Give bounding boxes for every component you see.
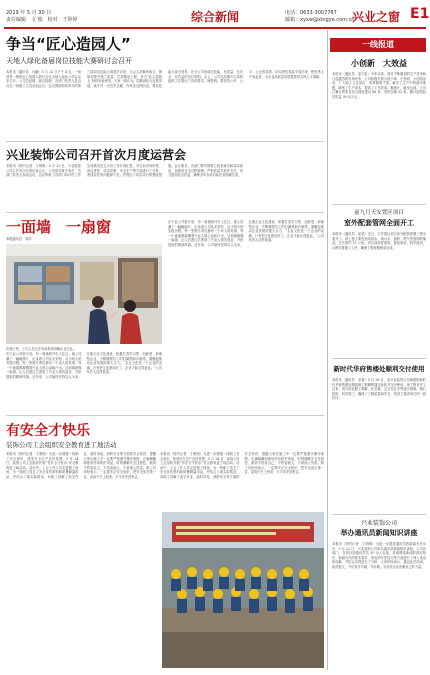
divider xyxy=(332,358,426,359)
story3-headline: 新时代华府售楼处顺利交付使用 xyxy=(333,365,425,373)
divider xyxy=(332,204,426,205)
story4-headline: 兴业装饰公司 xyxy=(360,520,397,527)
safety-event-photo xyxy=(162,512,324,668)
article1-headline: 争当“匠心造园人” xyxy=(6,35,131,53)
issue-date: 2019 年 5 月 30 日 xyxy=(6,10,52,16)
article2-headline: 兴业装饰公司召开首次月度运营会 xyxy=(6,148,187,162)
article4-photo xyxy=(162,512,324,668)
section-label: 一线报道 xyxy=(330,38,426,52)
article3-body-left: 在兴业公司展厅里，有一面墙格外引人注目。墙上挂满了一幅幅照片，记录着公司从无到有、从小到大的发展历程。每一张照片背后都有一个动人的故事，每一个画面都凝聚着兴业人的心血和汗水。这面墙就像一扇窗，让人们透过它看到了兴业人艰苦创业、开拓进取的精神风貌。近年来，公司始终坚持以人为本，注重企业文化建设，积极打造学习型、创新型、和谐型企业，不断增强员工的归属感和自豪感，凝聚起推动企业发展的强大合力。“企业文化是一个企业的灵魂，只有把文化建设好了，企业才能走得更远。”公司负责人这样说道。 xyxy=(6,352,162,379)
masthead-rule xyxy=(4,27,426,29)
divider xyxy=(6,415,324,416)
article4-subhead: 装饰公司工会组织安全教育进工地活动 xyxy=(6,441,117,449)
divider xyxy=(6,212,324,213)
article3-byline: 本报通讯员 凤洋 xyxy=(6,237,32,241)
divider xyxy=(6,141,324,142)
story2-subhead: 室外配套管网全面开工 xyxy=(344,219,414,227)
page-number: E1 xyxy=(410,6,430,22)
story2-body: 本报讯（通讯员 崔梁）近日，天安置区项目室外配套管网工程全面开工。该工程主要包括给排水、雨污水、消防、燃气等管网的铺设，总长度约 12 公里。项目部高度重视，提前谋划，科学组织，合理安排施工工序，确保工程按期保质完成。 xyxy=(332,232,426,250)
email: 邮箱：xyxw@xingye.com.cn xyxy=(285,17,355,23)
story1-body: 本报讯（通讯员 蓝天虹）今年以来，面对不断增加的生产任务和日趋激烈的市场竞争，公司积极开展小改小革、小发明、小创造活动，广大职工立足岗位、发挥聪明才智，解决了生产中的诸多难题，降低了生产成本，提高了工作效率。据统计，截至目前，公司已累计收集各类合理化建议 86 条，采纳实施 52 条，累计创造经济效益 30 余万元。 xyxy=(332,72,426,99)
section-title: 综合新闻 xyxy=(190,10,239,24)
phone: 电话：0633-3007767 xyxy=(285,10,337,16)
masthead-meta xyxy=(6,10,78,24)
article4-body-continued: 本报讯（特约记者 王明明）为进一步增强一线职工安全意识，营造安全生产良好氛围，5 月 24 日，装饰公司工会组织开展“有安全才快乐”安全教育进工地活动。活动中，工会工作人员走进施工现场，为一线职工送去了安全宣传资料和防暑降温用品，并结合工地实际情况，向职工讲解了高空作业、临时用电、消防安全等方面的安全知识，提醒大家在施工中一定要严格遵守操作规程，正确佩戴和使用劳动防护用品，时刻绷紧安全这根弦，做到不伤害自己、不伤害他人、不被他人伤害。职工们纷纷表示，一定要牢记安全知识，把安全放在第一位，高高兴兴上班来，平平安安回家去。 xyxy=(160,452,324,479)
story3-body: 本报讯（通讯员 单蕾）5 月 28 日，由兴业装饰公司承建的新时代华府售楼处精装修工程顺利通过验收并交付使用。该工程自开工以来，项目部克服工期紧、任务重、交叉作业多等诸多困难，精心组织，科学施工，确保了工程质量和安全，受到了建设单位的一致好评。 xyxy=(332,378,426,401)
contact-info xyxy=(285,10,354,24)
newspaper-logo: 兴业之窗 xyxy=(352,10,401,24)
divider xyxy=(332,514,426,515)
photo-illustration xyxy=(6,244,162,344)
article3-photo-caption: 在展厅里，工作人员正在向参观者讲解企业文化。 xyxy=(6,347,77,351)
story4-body: 本报讯（特约记者 王明明）为进一步提高通讯员的新闻写作水平，5 月 22 日，兴业装饰公司举办通讯员新闻知识讲座，公司各部门、各项目部通讯员共 30 余人参加。讲座围绕新闻的基本知识、新闻写作的基本要求、消息的写作技巧等方面进行了深入浅出的讲解，并结合实例进行了分析。大家纷纷表示，通过此次培训，收获很大，今后将多写稿、写好稿，为宣传企业贡献自己的力量。 xyxy=(332,542,426,569)
story2-headline: 前九月天安置区项目 xyxy=(354,210,404,216)
editor-line: 责任编辑 文 俊 校对 王婷婷 xyxy=(6,17,78,23)
article4-headline: 有安全才快乐 xyxy=(6,423,90,439)
story4-subhead: 举办通讯员新闻知识讲座 xyxy=(340,529,418,537)
article3-headline: 一面墙 一扇窗 xyxy=(6,218,112,236)
article4-body: 本报讯（特约记者 王明明）为进一步增强一线职工安全意识，营造安全生产良好氛围，5 月 24 日，装饰公司工会组织开展“有安全才快乐”安全教育进工地活动。活动中，工会工作人员走进施工现场，为一线职工送去了安全宣传资料和防暑降温用品，并结合工地实际情况，向职工讲解了高空作业、临时用电、消防安全等方面的安全知识，提醒大家在施工中一定要严格遵守操作规程，正确佩戴和使用劳动防护用品，时刻绷紧安全这根弦，做到不伤害自己、不伤害他人、不被他人伤害。职工们纷纷表示，一定要牢记安全知识，把安全放在第一位，高高兴兴上班来，平平安安回家去。 xyxy=(6,452,156,479)
article1-body: 本报讯（通讯员 石鹏）5 月 25 日下午 4 点，一场别具一格的匠心造园人研讨会在天地人绿化公司会议室召开。公司总经理、副总经理、各部门负责人及近百名一线施工人员参加会议。会议围绕即将举办的第三届岗位技能大赛展开讨论，与会人员畅所欲言，就如何提升施工质量、打造精品工程、争当“匠心造园人”纷纷发表意见。大家一致认为，园林绿化行业要发展，离不开一支技术过硬、作风优良的队伍，要以技能大赛为契机，在全公司形成比技能、比质量、比安全、比效益的良好氛围。会上，公司总经理对大赛的组织工作提出了具体要求，他强调，要坚持公开、公平、公正的原则，切实把技术能手选出来，把优秀人才用起来，为企业高质量发展提供坚实的人才保障。 xyxy=(6,70,324,88)
column-divider xyxy=(327,30,328,670)
article3-photo xyxy=(6,244,162,344)
story1-headline: 小创新 大效益 xyxy=(351,59,407,68)
article1-subhead: 天地人绿化备届岗位技能大赛研讨会召开 xyxy=(6,57,132,65)
article2-body: 本报讯（特约记者 王明明）5 月 23 日，兴业装饰公司召开首次月度运营会议，公司领导班子成员、各部门负责人参加会议。会议听取了各部门四月份工作完成情况及五月份工作计划汇报，对当前市场形势、项目进度、成本控制、安全生产等方面进行了分析，查找存在的问题和不足，并提出了切实可行的整改措施。会议要求，各部门要牢固树立经营意识和成本意识，加强项目全过程管理，严把质量关和安全关，努力提高经济效益，确保全年各项目标任务圆满完成。 xyxy=(6,164,243,178)
article3-body-right: 在兴业公司展厅里，有一面墙格外引人注目。墙上挂满了一幅幅照片，记录着公司从无到有、从小到大的发展历程。每一张照片背后都有一个动人的故事，每一个画面都凝聚着兴业人的心血和汗水。这面墙就像一扇窗，让人们透过它看到了兴业人艰苦创业、开拓进取的精神风貌。近年来，公司始终坚持以人为本，注重企业文化建设，积极打造学习型、创新型、和谐型企业，不断增强员工的归属感和自豪感，凝聚起推动企业发展的强大合力。“企业文化是一个企业的灵魂，只有把文化建设好了，企业才能走得更远。”公司负责人这样说道。 xyxy=(168,220,324,247)
